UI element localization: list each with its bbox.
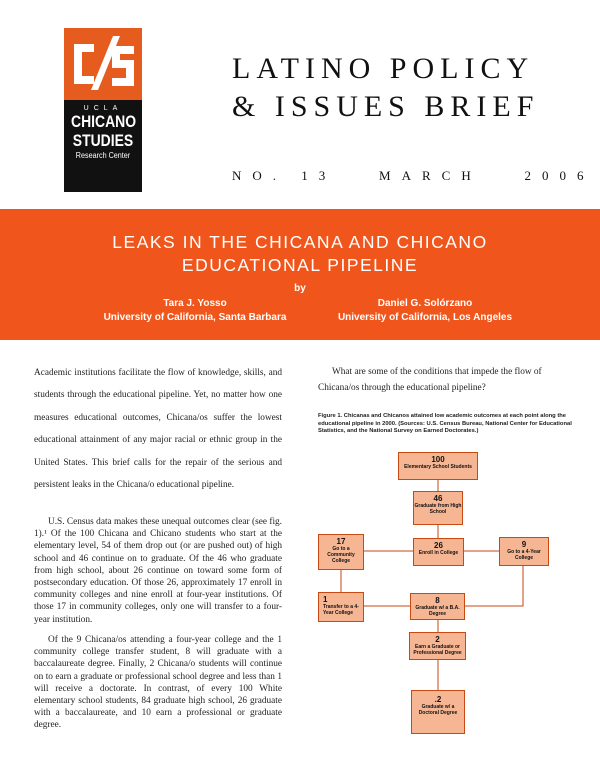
logo-ucla: UCLA (83, 105, 123, 112)
author-1-affiliation: University of California, Santa Barbara (103, 312, 287, 323)
node-transfer: 1 Transfer to a 4-Year College (318, 592, 364, 622)
paragraph-question: What are some of the conditions that impede the flow of Chicana/os through the educational pipeline? (318, 367, 542, 393)
node-fouryear: 9 Go to a 4-Year College (499, 537, 549, 566)
node-highschool: 46 Graduate from High School (413, 491, 463, 525)
paragraph-intro: Academic institutions facilitate the flow of knowledge, skills, and students through the educational pipeline. Yet, no matter how one measures educational outcomes, Chicana/os suffer the lowest educational attainment of any major racial or ethnic group in the United States. This brief calls for the repair of the serious and persistent leaks in the Chicana/o educational pipeline. (34, 368, 282, 491)
paragraph-census: U.S. Census data makes these unequal outcomes clear (see fig. 1).¹ Of the 100 Chicana and Chicano students who start at the elementary level, 54 of them drop out (or are pushed out) of high school and 46 continue on to graduate. Of the 46 who graduate from high school, about 26 continue on toward some form of postsecondary education. Of those 26, approximately 17 enroll in community colleges and nine enroll at four-year institutions. Of those 17 in community colleges, only one will transfer to a four-year institution. (34, 517, 282, 625)
author-1-name: Tara J. Yosso (163, 298, 227, 309)
brief-title-line1: LATINO POLICY (232, 52, 535, 85)
brief-title-line2: & ISSUES BRIEF (232, 90, 540, 123)
issue-line: NO. 13 MARCH 2006 (232, 168, 595, 183)
node-grad: 2 Earn a Graduate or Professional Degree (409, 632, 466, 660)
article-title-line2: EDUCATIONAL PIPELINE (181, 255, 419, 275)
node-doctoral: .2 Graduate w/ a Doctoral Degree (411, 690, 465, 734)
author-2-name: Daniel G. Solórzano (377, 298, 473, 309)
node-community: 17 Go to a Community College (318, 534, 364, 570)
byline: by (294, 283, 306, 294)
figure-caption: Figure 1. Chicanas and Chicanos attained low academic outcomes at each point along the educational pipeline in 2000. (Sources: U.S. Census Bureau, National Center for Educational Statistics, and the National Survey on Earned Doctorates.) (318, 413, 572, 435)
article-title-line1: LEAKS IN THE CHICANA AND CHICANO (112, 232, 488, 252)
node-elementary: 100 Elementary School Students (398, 452, 478, 480)
logo-studies: STUDIES (72, 131, 134, 150)
connector-fouryear-ba (465, 566, 523, 606)
node-ba: 8 Graduate w/ a B.A. Degree (410, 593, 465, 620)
logo-research-center: Research Center (75, 151, 131, 160)
author-2-affiliation: University of California, Los Angeles (337, 312, 513, 323)
node-college: 26 Enroll in College (413, 538, 464, 566)
paragraph-outcomes: Of the 9 Chicana/os attending a four-year college and the 1 community college transfer student, 8 will graduate with a baccalaureate degree. Finally, 2 Chicana/o students will continue on to earn a graduate or professional school degree and less than 1 will receive a doctorate. In contrast, of every 100 White elementary school students, 84 graduate high school, 26 graduate with a baccalaureate, and 10 earn a professional or graduate degree. (34, 635, 282, 731)
logo-chicano: CHICANO (71, 112, 137, 131)
